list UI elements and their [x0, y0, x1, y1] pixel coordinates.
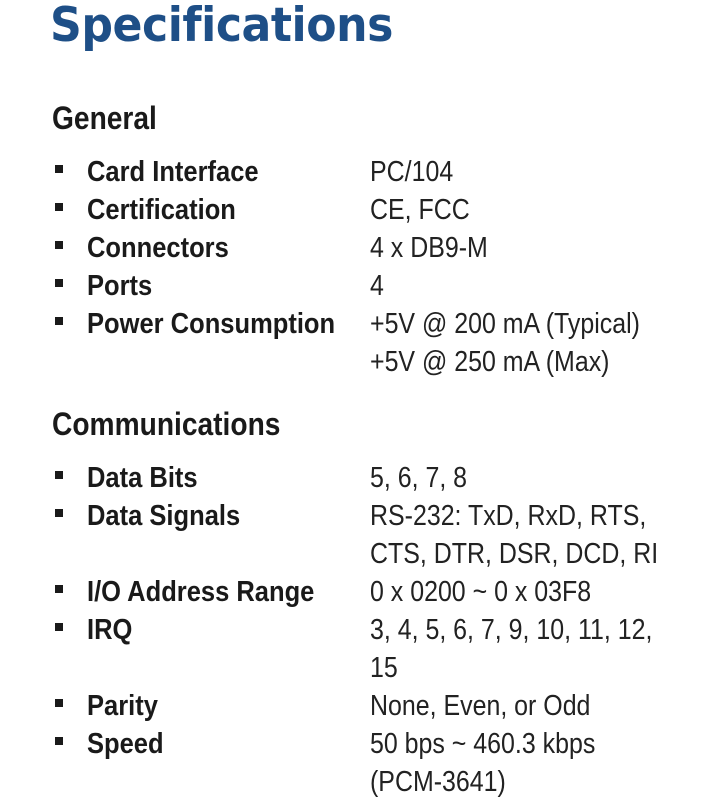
- spec-value-line: None, Even, or Odd: [370, 690, 591, 722]
- spec-value: [370, 573, 662, 611]
- spec-label: IRQ: [87, 614, 133, 646]
- spec-value: [370, 687, 662, 725]
- spec-row-connectors: [0, 229, 726, 267]
- spec-value: [370, 459, 662, 497]
- spec-row-certification: [0, 191, 726, 229]
- spec-value-line: CTS, DTR, DSR, DCD, RI: [370, 538, 659, 570]
- spec-value: [370, 267, 662, 305]
- bullet-icon: [55, 279, 63, 287]
- spec-value-line: CE, FCC: [370, 194, 470, 226]
- bullet-icon: [55, 585, 63, 593]
- spec-value-line: 4: [370, 270, 384, 302]
- general-spec-list: [0, 153, 726, 381]
- page-title: Specifications: [50, 0, 393, 53]
- spec-value-line: 3, 4, 5, 6, 7, 9, 10, 11, 12,: [370, 614, 653, 646]
- spec-value-line: 0 x 0200 ~ 0 x 03F8: [370, 576, 592, 608]
- bullet-icon: [55, 471, 63, 479]
- bullet-icon: [55, 623, 63, 631]
- spec-label: Parity: [87, 690, 158, 722]
- spec-value-line: +5V @ 200 mA (Typical): [370, 308, 640, 340]
- spec-label: Ports: [87, 270, 153, 302]
- spec-label: Data Bits: [87, 462, 198, 494]
- spec-label: Certification: [87, 194, 236, 226]
- bullet-icon: [55, 509, 63, 517]
- spec-label: Card Interface: [87, 156, 259, 188]
- spec-value-line: 50 bps ~ 460.3 kbps: [370, 728, 596, 760]
- bullet-icon: [55, 737, 63, 745]
- bullet-icon: [55, 165, 63, 173]
- spec-value: [370, 611, 662, 687]
- bullet-icon: [55, 699, 63, 707]
- spec-value-line: 5, 6, 7, 8: [370, 462, 468, 494]
- spec-row-data-signals: [0, 497, 726, 573]
- spec-value: [370, 725, 662, 801]
- spec-value-line: 15: [370, 652, 398, 684]
- spec-value-line: PC/104: [370, 156, 454, 188]
- spec-row-ports: [0, 267, 726, 305]
- spec-value: [370, 229, 662, 267]
- bullet-icon: [55, 317, 63, 325]
- spec-value-line: +5V @ 250 mA (Max): [370, 346, 610, 378]
- spec-row-irq: [0, 611, 726, 687]
- spec-label: Connectors: [87, 232, 229, 264]
- spec-row-power-consumption: [0, 305, 726, 381]
- spec-row-io-address-range: [0, 573, 726, 611]
- spec-label: I/O Address Range: [87, 576, 315, 608]
- spec-value-line: RS-232: TxD, RxD, RTS,: [370, 500, 647, 532]
- communications-spec-list: [0, 459, 726, 801]
- spec-value: [370, 191, 662, 229]
- spec-value: [370, 497, 662, 573]
- section-heading-general: General: [52, 100, 157, 136]
- spec-row-card-interface: [0, 153, 726, 191]
- section-heading-communications: Communications: [52, 406, 281, 442]
- spec-value: [370, 305, 662, 381]
- spec-row-parity: [0, 687, 726, 725]
- spec-value-line: 4 x DB9-M: [370, 232, 488, 264]
- spec-label: Speed: [87, 728, 164, 760]
- spec-row-data-bits: [0, 459, 726, 497]
- bullet-icon: [55, 203, 63, 211]
- bullet-icon: [55, 241, 63, 249]
- spec-label: Data Signals: [87, 500, 241, 532]
- spec-label: Power Consumption: [87, 308, 336, 340]
- spec-value: [370, 153, 662, 191]
- spec-row-speed: [0, 725, 726, 801]
- spec-value-line: (PCM-3641): [370, 766, 506, 798]
